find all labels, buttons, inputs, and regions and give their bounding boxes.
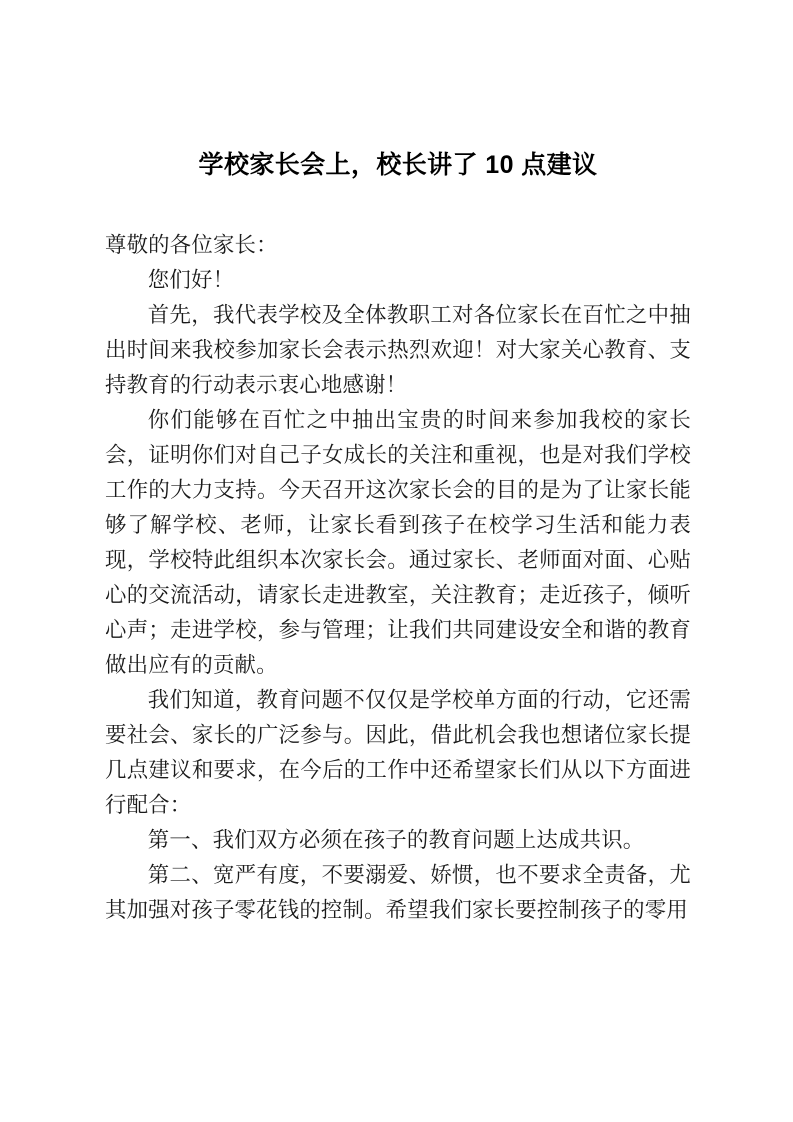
paragraph-point-one: 第一、我们双方必须在孩子的教育问题上达成共识。	[147, 828, 645, 852]
document-body	[105, 228, 691, 928]
paragraph-point-two: 第二、宽严有度，不要溺爱、娇惯，也不要求全责备，尤其加强对孩子零花钱的控制。希望我们家长要控制孩子的零用	[105, 863, 691, 922]
paragraph-salutation: 尊敬的各位家长：	[105, 233, 278, 257]
document-content	[105, 0, 691, 928]
paragraph-greeting: 您们好！	[147, 268, 235, 292]
paragraph-purpose: 你们能够在百忙之中抽出宝贵的时间来参加我校的家长会，证明你们对自己子女成长的关注和重视，也是对我们学校工作的大力支持。今天召开这次家长会的目的是为了让家长能够了解学校、老师，让家长看到孩子在校学习生活和能力表现，学校特此组织本次家长会。通过家长、老师面对面、心贴心的交流活动，请家长走进教室，关注教育；走近孩子，倾听心声；走进学校，参与管理；让我们共同建设安全和谐的教育做出应有的贡献。	[105, 408, 691, 677]
paragraph-cooperation: 我们知道，教育问题不仅仅是学校单方面的行动，它还需要社会、家长的广泛参与。因此，借此机会我也想诸位家长提几点建议和要求，在今后的工作中还希望家长们从以下方面进行配合：	[105, 688, 691, 817]
page-title: 学校家长会上，校长讲了 10 点建议	[198, 151, 598, 179]
paragraph-welcome: 首先，我代表学校及全体教职工对各位家长在百忙之中抽出时间来我校参加家长会表示热烈欢迎！对大家关心教育、支持教育的行动表示衷心地感谢！	[105, 303, 691, 397]
